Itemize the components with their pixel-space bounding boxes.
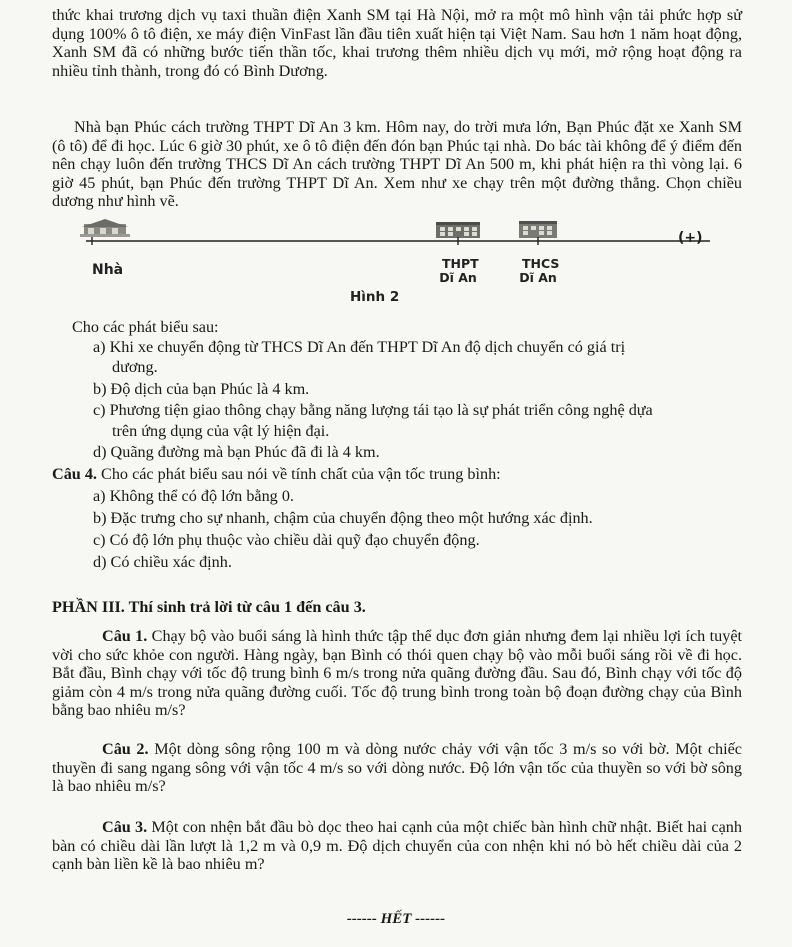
figure-hinh-2 [78,219,728,309]
thcs-building-icon [519,221,557,238]
figure-caption: Hình 2 [350,289,400,305]
question-4-label: Câu 4. [52,465,97,483]
p3-q1-label: Câu 1. [102,627,148,645]
statement-c: c) Phương tiện giao thông chạy bằng năng lượng tái tạo là sự phát triển công nghệ dựa [93,401,653,419]
thcs-label-line2: Dĩ An [519,270,557,285]
positive-direction-label: (+) [678,230,703,246]
intro-paragraph: thức khai trương dịch vụ taxi thuần điện Xanh SM tại Hà Nội, mở ra một mô hình vận tải phức hợp sử dụng 100% ô tô điện, xe máy điện VinFast lần đầu tiên xuất hiện tại Việt Nam. Sau hơn 1 năm hoạt động, Xanh SM đã có những bước tiến thần tốc, khai trương thêm nhiều dịch vụ mới, mở rộng hoạt động ra nhiều tỉnh thành, trong đó có Bình Dương. [52,6,742,80]
question-4 [52,465,501,484]
statement-b: b) Độ dịch của bạn Phúc là 4 km. [93,380,310,398]
statement-d: d) Quãng đường mà bạn Phúc đã đi là 4 km. [93,443,380,461]
q4-option-d: d) Có chiều xác định. [93,553,232,571]
thpt-label-line2: Dĩ An [439,270,477,285]
story-paragraph: Nhà bạn Phúc cách trường THPT Dĩ An 3 km. Hôm nay, do trời mưa lớn, Bạn Phúc đặt xe Xanh SM (ô tô) để đi học. Lúc 6 giờ 30 phút, xe ô tô điện đến đón bạn Phúc tại nhà. Do bác tài không để ý điểm đến nên chạy luôn đến trường THCS Dĩ An cách trường THPT Dĩ An 500 m, khi phát hiện ra thì vòng lại. 6 giờ 45 phút, bạn Phúc đến trường THPT Dĩ An. Xem như xe chạy trên một đường thẳng. Chọn chiều dương như hình vẽ. [52,118,742,211]
p3-q2-text: Một dòng sông rộng 100 m và dòng nước chảy với vận tốc 3 m/s so với bờ. Một chiếc thuyền đi sang ngang sông với vận tốc 4 m/s so với dòng nước. Độ lớn vận tốc của thuyền so với bờ sông là bao nhiêu m/s? [52,740,742,796]
p3-q3-text: Một con nhện bắt đầu bò dọc theo hai cạnh của một chiếc bàn hình chữ nhật. Biết hai cạnh bàn có chiều dài lần lượt là 1,2 m và 0,9 m. Độ dịch chuyển của con nhện khi nó bò hết chiều dài của 2 cạnh bàn liền kề là bao nhiêu m? [52,818,742,874]
part3-question-1 [52,627,742,720]
p3-q1-text: Chạy bộ vào buổi sáng là hình thức tập thể dục đơn giản nhưng đem lại nhiều lợi ích tuyệt vời cho sức khỏe con người. Hàng ngày, bạn Bình có thói quen chạy bộ vào mỗi buổi sáng rồi về đi học. Bắt đầu, Bình chạy với tốc độ trung bình 6 m/s trong nửa quãng đường đầu. Sau đó, Bình chạy với tốc độ giảm còn 4 m/s trong nửa quãng đường cuối. Tốc độ trung bình trong toàn bộ đoạn đường chạy của Bình bằng bao nhiêu m/s? [52,627,743,720]
thpt-building-icon [436,222,480,238]
part3-question-2 [52,740,742,796]
p3-q2-label: Câu 2. [102,740,149,758]
part3-question-3 [52,818,742,874]
p3-q3-label: Câu 3. [102,818,148,836]
home-building-icon [80,219,130,237]
q4-option-c: c) Có độ lớn phụ thuộc vào chiều dài quỹ đạo chuyển động. [93,531,480,549]
q4-option-a: a) Không thể có độ lớn bằng 0. [93,487,294,505]
statement-a: a) Khi xe chuyển động từ THCS Dĩ An đến THPT Dĩ An độ dịch chuyển có giá trị [93,338,626,356]
statement-a-cont: dương. [112,358,158,376]
home-label: Nhà [92,262,124,278]
road-axis-diagram [78,219,728,279]
statements-intro: Cho các phát biểu sau: [72,318,219,336]
q4-option-b: b) Đặc trưng cho sự nhanh, chậm của chuyển động theo một hướng xác định. [93,509,593,527]
question-4-prompt: Cho các phát biểu sau nói về tính chất của vận tốc trung bình: [96,465,501,483]
part-3-heading: PHẦN III. Thí sinh trả lời từ câu 1 đến câu 3. [52,598,366,616]
end-marker: ------ HẾT ------ [346,911,446,927]
thcs-label-line1: THCS [522,256,560,271]
statement-c-cont: trên ứng dụng của vật lý hiện đại. [112,422,330,440]
thpt-label-line1: THPT [442,256,479,271]
